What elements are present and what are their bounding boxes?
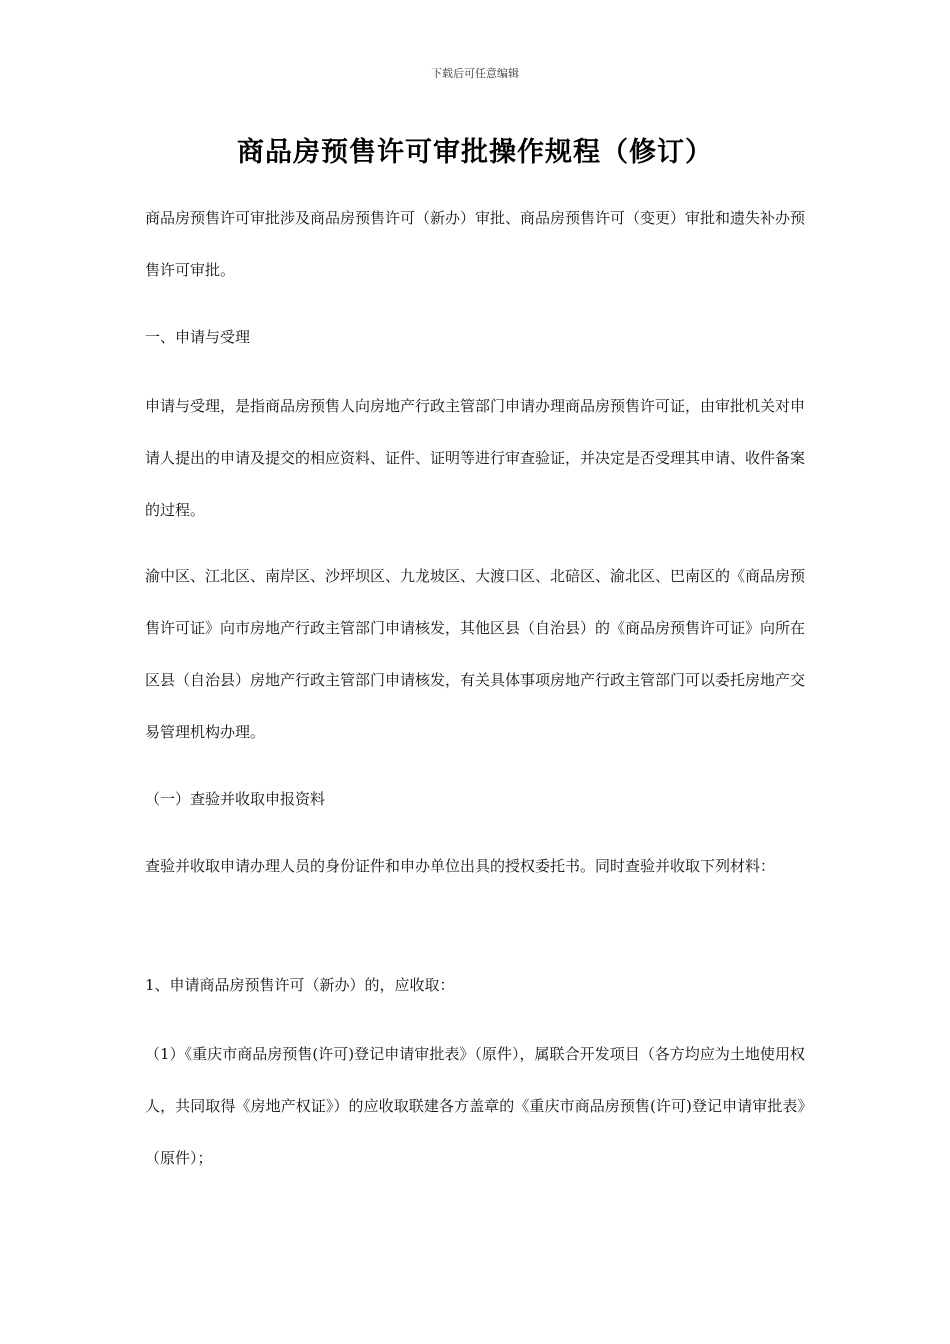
document-title: 商品房预售许可审批操作规程（修订） (237, 137, 713, 168)
subsection-heading-materials: （一）查验并收取申报资料 (145, 790, 326, 808)
section-heading-application: 一、申请与受理 (145, 328, 251, 346)
paragraph-application-definition: 申请与受理，是指商品房预售人向房地产行政主管部门申请办理商品房预售许可证，由审批机关对申请人提出的申请及提交的相应资料、证件、证明等进行审查验证，并决定是否受理其申请、收件备案的过程。 (145, 397, 806, 519)
paragraph-materials-check: 查验并收取申请办理人员的身份证件和申办单位出具的授权委托书。同时查验并收取下列材料： (145, 857, 776, 875)
paragraph-intro: 商品房预售许可审批涉及商品房预售许可（新办）审批、商品房预售许可（变更）审批和遗失补办预售许可审批。 (145, 209, 806, 279)
list-item-new-application: 1、申请商品房预售许可（新办）的，应收取： (145, 976, 455, 994)
page-header-note: 下载后可任意编辑 (431, 67, 519, 80)
list-item-application-form: （1）《重庆市商品房预售(许可)登记申请审批表》（原件），属联合开发项目（各方均应为土地使用权人，共同取得《房地产权证》）的应收取联建各方盖章的《重庆市商品房预售(许可)登记申请审批表》（原件）； (145, 1045, 805, 1167)
paragraph-jurisdiction: 渝中区、江北区、南岸区、沙坪坝区、九龙坡区、大渡口区、北碚区、渝北区、巴南区的《商品房预售许可证》向市房地产行政主管部门申请核发，其他区县（自治县）的《商品房预售许可证》向所在区县（自治县）房地产行政主管部门申请核发，有关具体事项房地产行政主管部门可以委托房地产交易管理机构办理。 (145, 567, 806, 741)
